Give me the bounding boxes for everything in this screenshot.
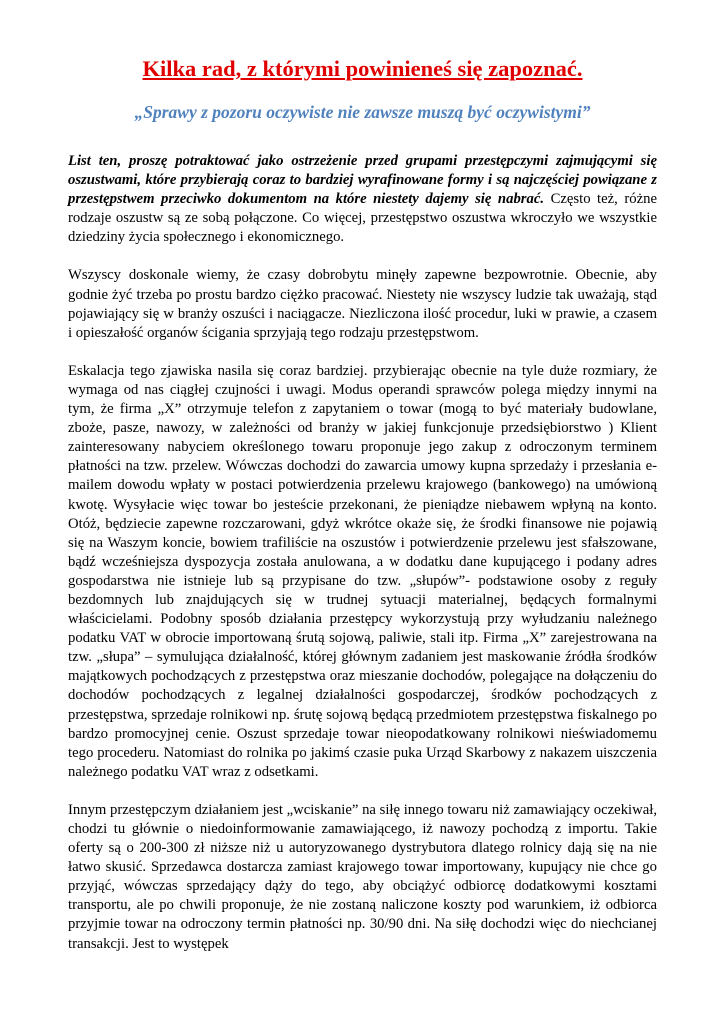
document-subtitle: „Sprawy z pozoru oczywiste nie zawsze muszą być oczywistymi” xyxy=(134,102,591,122)
document-body xyxy=(68,152,657,954)
paragraph-economy: Wszyscy doskonale wiemy, że czasy dobrobytu minęły zapewne bezpowrotnie. Obecnie, aby godnie żyć trzeba po prostu bardzo ciężko pracować. Niestety nie wszyscy ludzie tak uważają, stąd pojawiający się w branży oszuści i naciągacze. Niezliczona ilość procedur, luki w prawie, a czasem i opieszałość organów ścigania sprzyjają tego rodzaju przestępstwom. xyxy=(68,267,657,341)
document-title: Kilka rad, z którymi powinieneś się zapoznać. xyxy=(142,56,583,81)
paragraph-forced-goods: Innym przestępczym działaniem jest „wciskanie” na siłę innego towaru niż zamawiający oczekiwał, chodzi tu głównie o niedoinformowanie zamawiającego, iż nawozy pochodzą z importu. Takie oferty są o 200-300 zł niższe niż u autoryzowanego dystrybutora dlatego rolnicy dają się na nie łatwo skusić. Sprzedawca dostarcza zamiast krajowego towar importowany, kupujący nie chce go przyjąć, wówczas sprzedający dąży do tego, aby obciążyć odbiorcę dodatkowymi kosztami transportu, ale po chwili proponuje, że nie zostaną naliczone koszty pod warunkiem, iż odbiorca przyjmie towar na odroczony termin płatności np. 30/90 dni. Na siłę dochodzi więc do niechcianej transakcji. Jest to występek xyxy=(68,801,657,952)
paragraph-text: Często też, różne rodzaje oszustw są ze sobą połączone. Co więcej, przestępstwo oszustwa wkroczyło we wszystkie dziedziny życia społecznego i ekonomicznego. xyxy=(68,191,657,246)
paragraph-lead: List ten, proszę potraktować jako ostrzeżenie przed grupami przestępczymi zajmującymi się oszustwami, które przybierają coraz to bardziej wyrafinowane formy i są najczęściej powiązane z przestępstwem przeciwko dokumentom na które niestety dajemy się nabrać. xyxy=(68,153,657,208)
paragraph-warning xyxy=(68,152,657,247)
paragraph-escalation: Eskalacja tego zjawiska nasila się coraz bardziej. przybierając obecnie na tyle duże rozmiary, że wymaga od nas ciągłej czujności i uwagi. Modus operandi sprawców polega między innymi na tym, że firma „X” otrzymuje telefon z zapytaniem o towar (mogą to być materiały budowlane, zboże, pasze, nawozy, w zależności od branży w jakiej funkcjonuje przedsiębiorstwo ) Klient zainteresowany nabyciem określonego towaru proponuje jego zakup z odroczonym terminem płatności na tzw. przelew. Wówczas dochodzi do zawarcia umowy kupna sprzedaży i przesłania e-mailem dowodu wpłaty w postaci potwierdzenia przelewu krajowego (bankowego) na umówioną kwotę. Wysyłacie więc towar bo jesteście przekonani, że pieniądze niebawem wpłyną na konto. Otóż, będziecie zapewne rozczarowani, gdyż wkrótce okaże się, że środki finansowe nie pojawią się na Waszym koncie, bowiem trafiliście na oszustów i potwierdzenie przelewu jest sfałszowane, bądź wcześniejsza dyspozycja została anulowana, a w dodatku dane kupującego i podany adres gospodarstwa nie istnieje lub są przypisane do tzw. „słupów”- podstawione osoby z reguły bezdomnych lub znajdujących się w trudnej sytuacji materialnej, będących formalnymi właścicielami. Podobny sposób działania przestępcy wykorzystują przy wyłudzaniu należnego podatku VAT w obrocie importowaną śrutą sojową, paliwie, stali itp. Firma „X” zarejestrowana na tzw. „słupa” – symulująca działalność, której głównym zadaniem jest maskowanie źródła środków majątkowych pochodzących z przestępstwa oraz mieszanie dochodów, polegające na dołączeniu do dochodów pochodzących z legalnej działalności gospodarczej, środków pochodzących z przestępstwa, sprzedaje rolnikowi np. śrutę sojową będącą przedmiotem przestępstwa fiskalnego po bardzo promocyjnej cenie. Oszust sprzedaje towar nieopodatkowany rolnikowi nieświadomemu tego procederu. Natomiast do rolnika po jakimś czasie puka Urząd Skarbowy z nakazem uiszczenia należnego podatku VAT wraz z odsetkami. xyxy=(68,362,657,780)
